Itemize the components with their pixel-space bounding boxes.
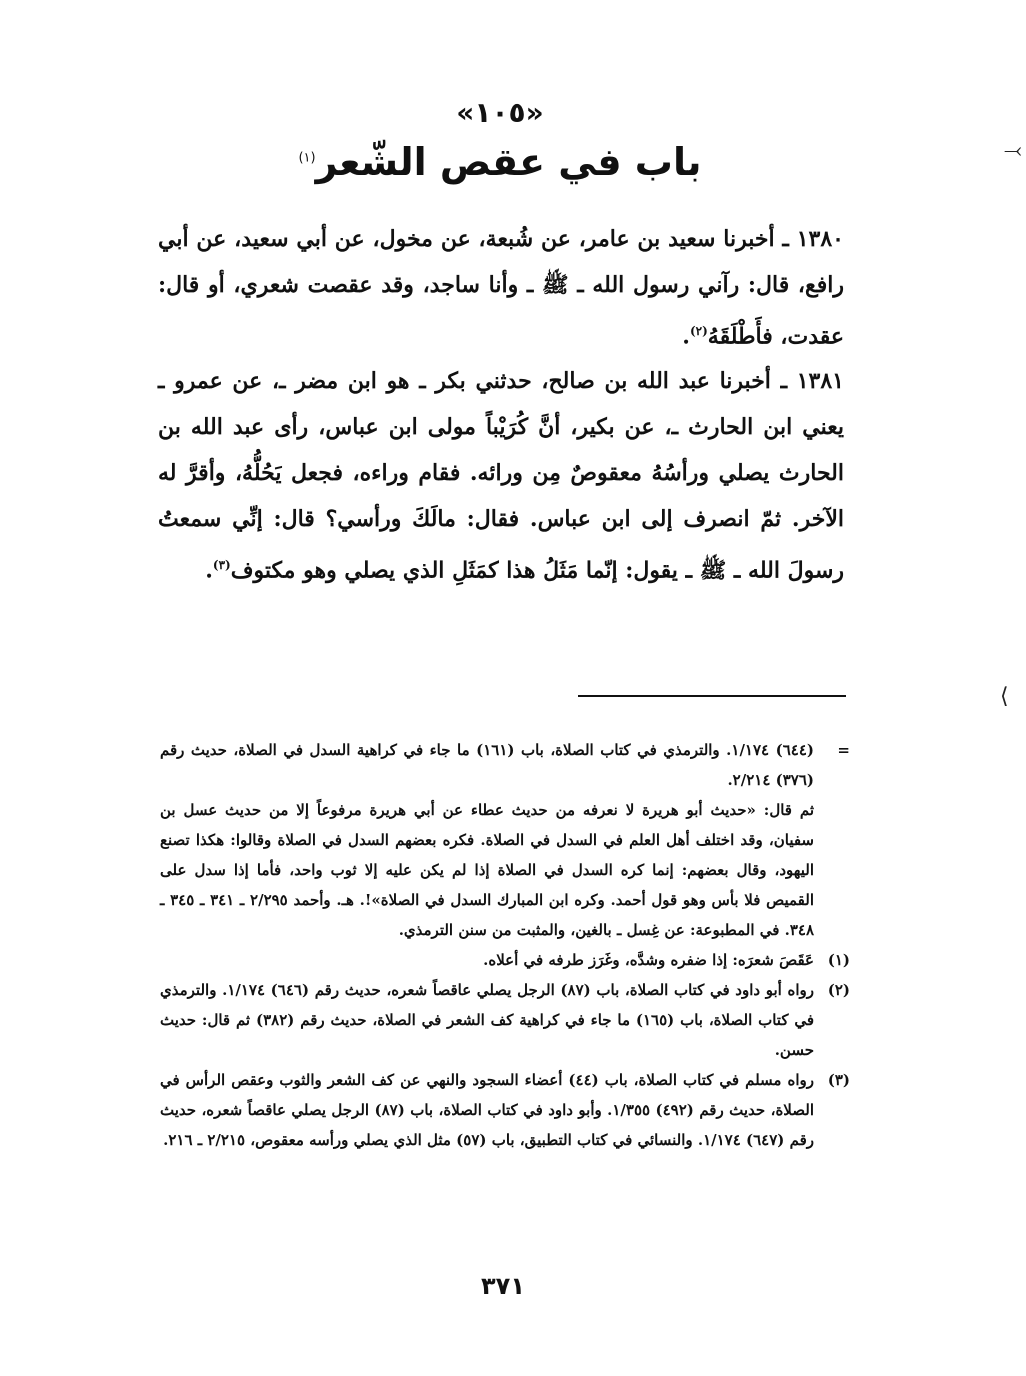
- footnote-1: [160, 945, 850, 975]
- hadith-end: .: [205, 557, 213, 584]
- page-number: ٣٧١: [481, 1272, 525, 1300]
- margin-binding-mark: ⟨: [1000, 684, 1009, 709]
- hadith-footnote-ref[interactable]: (٣): [212, 558, 231, 572]
- footnote-3: [160, 1065, 850, 1155]
- hadith-text: ١٣٨٠ ـ أخبرنا سعيد بن عامر، عن شُبعة، عن مخول، عن أبي سعيد، عن أبي رافع، قال: رآني رسول الله ـ ﷺ ـ وأنا ساجد، وقد عقصت شعري، أو قال: عقدت، فأَطْلَقَهُ: [158, 226, 844, 350]
- footnote-text: عَقَصَ شعرَه: إذا ضفره وشدَّه، وغَرَز طرفه في أعلاه.: [483, 951, 814, 969]
- hadith-1380: [158, 216, 844, 359]
- footnote-mark: (٢): [827, 981, 850, 999]
- footnote-separator: [578, 695, 846, 697]
- footnote-quote: ثم قال: «حديث أبو هريرة لا نعرفه من حديث عطاء عن أبي هريرة مرفوعاً إلا من حديث عسل بن سفيان، وقد اختلف أهل العلم في السدل في الصلاة. فكره بعضهم السدل في الصلاة وقالوا: هكذا تصنع اليهود، وقال بعضهم: إنما كره السدل في الصلاة إذا لم يكن عليه إلا ثوب واحد، فأما إذا سدل على القميص فلا بأس وهو قول أحمد. وكره ابن المبارك السدل في الصلاة»!. هـ. وأحمد ٢/٢٩٥ ـ ٣٤١ ـ ٣٤٥ ـ ٣٤٨. في المطبوعة: عن غِسل ـ بالغين، والمثبت من سنن الترمذي.: [160, 801, 814, 939]
- footnote-text: رواه أبو داود في كتاب الصلاة، باب (٨٧) الرجل يصلي عاقصاً شعره، حديث رقم (٦٤٦) ١/١٧٤. والترمذي في كتاب الصلاة، باب (١٦٥) ما جاء في كراهية كف الشعر في الصلاة، حديث رقم (٣٨٢) ثم قال: حديث حسن.: [160, 981, 814, 1059]
- footnotes: [160, 735, 850, 1155]
- hadith-footnote-ref[interactable]: (٢): [689, 324, 708, 338]
- hadith-1381: [158, 358, 844, 593]
- footnote-text: رواه مسلم في كتاب الصلاة، باب (٤٤) أعضاء السجود والنهي عن كف الشعر والثوب وعقص الرأس في الصلاة، حديث رقم (٤٩٢) ١/٣٥٥. وأبو داود في كتاب الصلاة، باب (٨٧) الرجل يصلي عاقصاً شعره، حديث رقم (٦٤٧) ١/١٧٤. والنسائي في كتاب التطبيق، باب (٥٧) مثل الذي يصلي ورأسه معقوص، ٢/٢١٥ ـ ٢١٦.: [160, 1071, 814, 1149]
- margin-binding-mark: ⤙: [1004, 138, 1022, 163]
- footnote-mark: =: [837, 741, 850, 759]
- chapter-title: باب في عقص الشّعر: [315, 140, 702, 184]
- footnote-mark: (١): [827, 951, 850, 969]
- chapter-title-block: [0, 140, 1000, 184]
- footnote-2: [160, 975, 850, 1065]
- chapter-number: «١٠٥»: [456, 96, 544, 129]
- hadith-text: ١٣٨١ ـ أخبرنا عبد الله بن صالح، حدثني بكر ـ هو ابن مضر ـ، عن عمرو ـ يعني ابن الحارث ـ، عن بكير، أنَّ كُرَيْباً مولى ابن عباس، رأى عبد الله بن الحارث يصلي ورأسُهُ معقوصٌ مِن ورائه. فقام وراءه، فجعل يَحُلُّهُ، وأقرَّ له الآخر. ثمّ انصرف إلى ابن عباس. فقال: مالَكَ ورأسي؟ قال: إنِّي سمعتُ رسولَ الله ـ ﷺ ـ يقول: إنّما مَثَلُ هذا كمَثَلِ الذي يصلي وهو مكتوف: [158, 368, 844, 584]
- footnote-mark: (٣): [827, 1071, 850, 1089]
- footnote-continuation: [160, 735, 850, 795]
- hadith-end: .: [682, 323, 690, 350]
- chapter-title-footnote-ref[interactable]: (١): [298, 150, 316, 166]
- footnote-text: (٦٤٤) ١/١٧٤. والترمذي في كتاب الصلاة، باب (١٦١) ما جاء في كراهية السدل في الصلاة، حديث رقم (٣٧٦) ٢/٢١٤.: [160, 741, 814, 789]
